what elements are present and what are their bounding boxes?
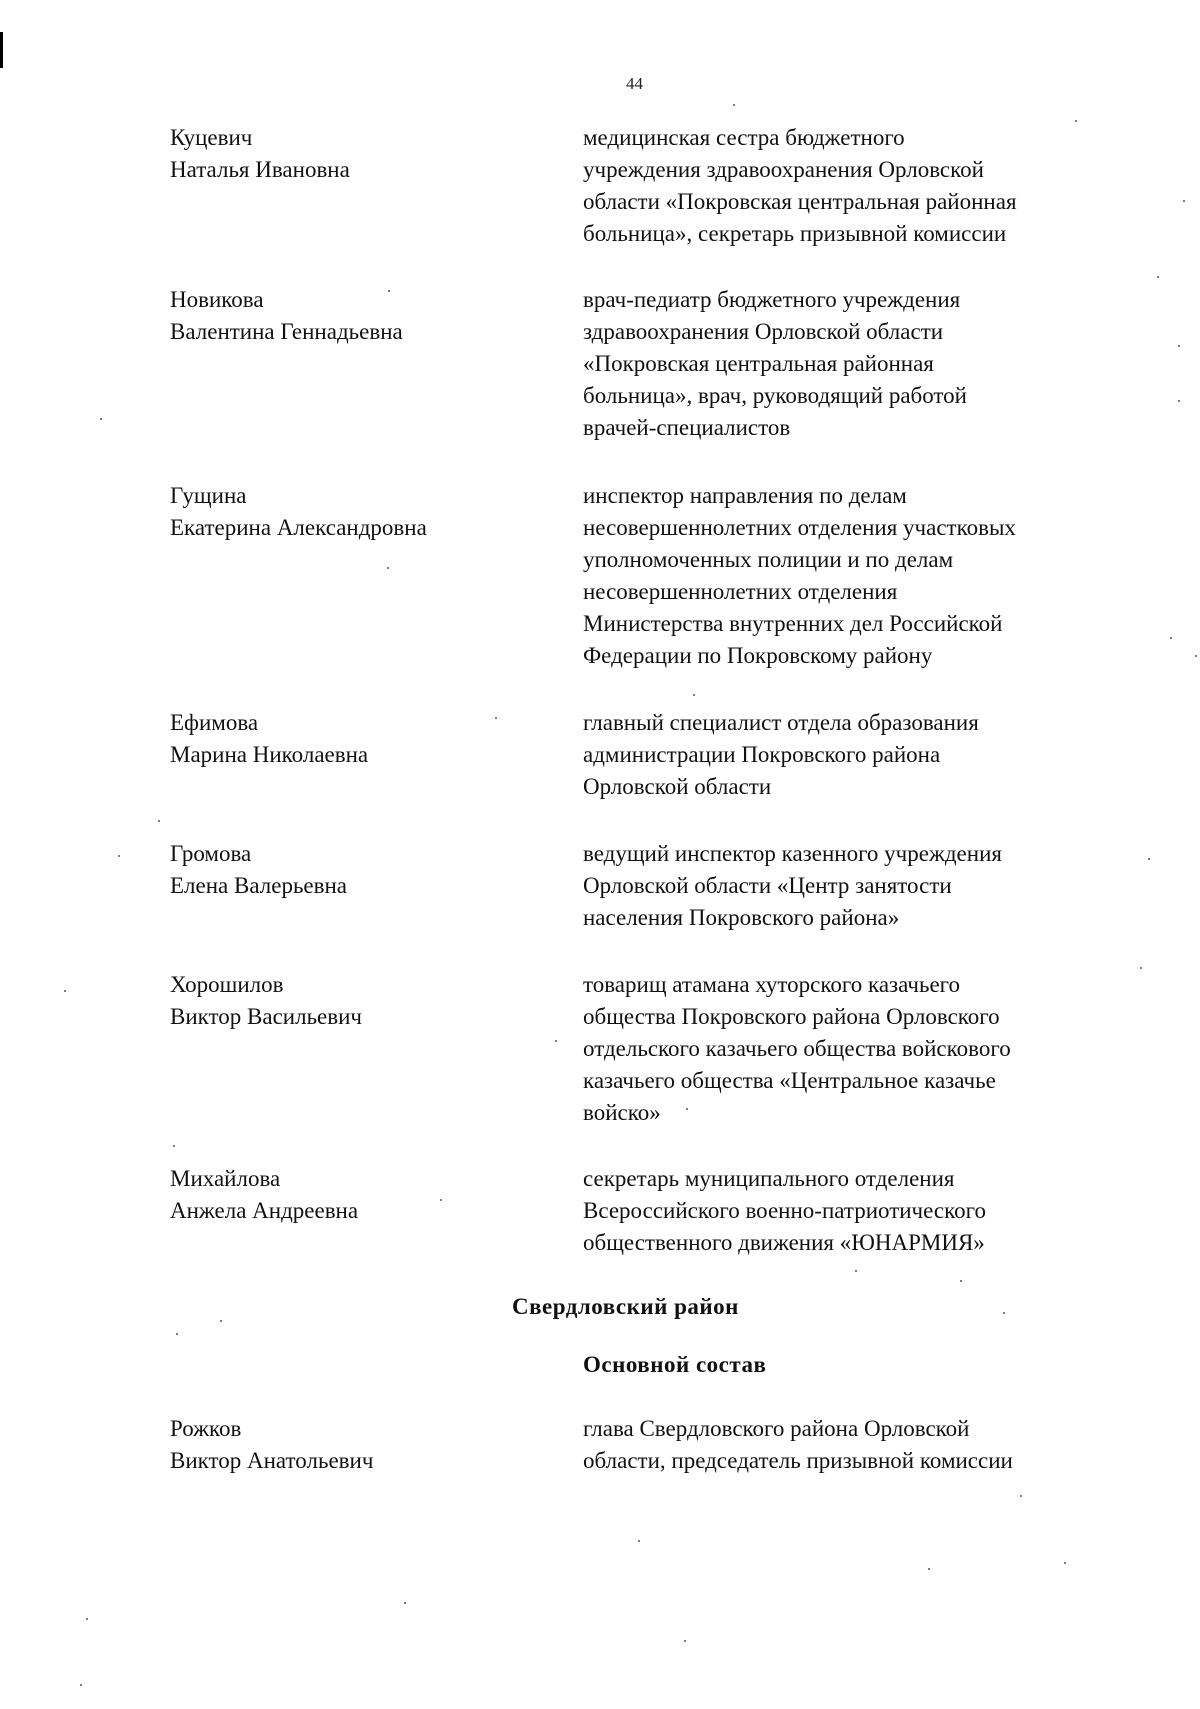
- role-line: инспектор направления по делам: [583, 483, 907, 508]
- scan-speck: [1064, 1562, 1066, 1564]
- member-surname: Громова: [170, 841, 252, 866]
- scan-speck: [855, 1270, 857, 1272]
- member-role: [583, 969, 1123, 1129]
- role-line: общественного движения «ЮНАРМИЯ»: [583, 1230, 985, 1255]
- role-line: глава Свердловского района Орловской: [583, 1416, 970, 1441]
- member-name: [170, 284, 550, 348]
- scan-speck: [638, 1540, 640, 1542]
- scan-speck: [960, 1280, 962, 1282]
- scan-speck: [440, 1199, 442, 1201]
- member-given-names: Виктор Васильевич: [170, 1004, 362, 1029]
- role-line: администрации Покровского района: [583, 742, 941, 767]
- role-line: учреждения здравоохранения Орловской: [583, 157, 984, 182]
- role-line: врачей-специалистов: [583, 415, 791, 440]
- member-given-names: Валентина Геннадьевна: [170, 319, 403, 344]
- member-role: [583, 1413, 1123, 1477]
- role-line: товарищ атамана хуторского казачьего: [583, 972, 961, 997]
- scan-speck: [100, 418, 102, 420]
- scan-speck: [1195, 655, 1197, 657]
- role-line: казачьего общества «Центральное казачье: [583, 1068, 996, 1093]
- scan-speck: [1140, 967, 1142, 969]
- member-role: [583, 284, 1123, 444]
- member-given-names: Наталья Ивановна: [170, 157, 350, 182]
- scan-speck: [158, 820, 160, 822]
- scan-speck: [80, 1684, 82, 1686]
- role-line: уполномоченных полиции и по делам: [583, 547, 954, 572]
- role-line: Федерации по Покровскому району: [583, 643, 933, 668]
- member-role: [583, 1163, 1123, 1259]
- scan-speck: [1183, 200, 1185, 202]
- role-line: больница», врач, руководящий работой: [583, 383, 967, 408]
- scan-speck: [1020, 1495, 1022, 1497]
- scan-speck: [173, 1145, 175, 1147]
- role-line: Всероссийского военно-патриотического: [583, 1198, 986, 1223]
- member-surname: Рожков: [170, 1416, 242, 1441]
- scan-speck: [1157, 276, 1159, 278]
- scan-speck: [555, 1040, 557, 1042]
- member-given-names: Виктор Анатольевич: [170, 1448, 374, 1473]
- scan-speck: [1178, 400, 1180, 402]
- role-line: несовершеннолетних отделения участковых: [583, 515, 1016, 540]
- district-heading: Свердловский район: [512, 1294, 739, 1319]
- role-line: Орловской области: [583, 774, 772, 799]
- scan-speck: [176, 1333, 178, 1335]
- role-line: отдельского казачьего общества войскового: [583, 1036, 1011, 1061]
- member-role: [583, 480, 1123, 672]
- scan-speck: [684, 1640, 686, 1642]
- member-name: [170, 969, 550, 1033]
- member-given-names: Елена Валерьевна: [170, 873, 348, 898]
- member-role: [583, 707, 1123, 803]
- scan-speck: [387, 567, 389, 569]
- member-role: [583, 838, 1123, 934]
- role-line: больница», секретарь призывной комиссии: [583, 221, 1007, 246]
- scan-speck: [1178, 345, 1180, 347]
- role-line: несовершеннолетних отделения: [583, 579, 898, 604]
- scan-speck: [1003, 1312, 1005, 1314]
- page-number: 44: [626, 74, 643, 93]
- scan-speck: [495, 717, 497, 719]
- member-surname: Ефимова: [170, 710, 259, 735]
- role-line: ведущий инспектор казенного учреждения: [583, 841, 1002, 866]
- member-name: [170, 838, 550, 902]
- scan-speck: [388, 290, 390, 292]
- scan-speck: [86, 1618, 88, 1620]
- scan-speck: [64, 990, 66, 992]
- role-line: общества Покровского района Орловского: [583, 1004, 1000, 1029]
- composition-heading: Основной состав: [583, 1352, 767, 1377]
- role-line: врач-педиатр бюджетного учреждения: [583, 287, 961, 312]
- member-surname: Куцевич: [170, 125, 253, 150]
- member-given-names: Екатерина Александровна: [170, 515, 427, 540]
- member-surname: Новикова: [170, 287, 264, 312]
- role-line: области «Покровская центральная районная: [583, 189, 1017, 214]
- role-line: области, председатель призывной комиссии: [583, 1448, 1013, 1473]
- scan-speck: [118, 855, 120, 857]
- role-line: войско»: [583, 1100, 661, 1125]
- role-line: «Покровская центральная районная: [583, 351, 934, 376]
- member-name: [170, 122, 550, 186]
- scan-speck: [693, 694, 695, 696]
- member-surname: Гущина: [170, 483, 247, 508]
- member-given-names: Марина Николаевна: [170, 742, 369, 767]
- role-line: секретарь муниципального отделения: [583, 1166, 955, 1191]
- scan-speck: [1170, 637, 1172, 639]
- member-surname: Хорошилов: [170, 972, 284, 997]
- member-name: [170, 1413, 550, 1477]
- role-line: Орловской области «Центр занятости: [583, 873, 952, 898]
- member-surname: Михайлова: [170, 1166, 281, 1191]
- scan-speck: [928, 1568, 930, 1570]
- role-line: населения Покровского района»: [583, 905, 900, 930]
- member-given-names: Анжела Андреевна: [170, 1198, 359, 1223]
- member-role: [583, 122, 1123, 250]
- scan-speck: [220, 1320, 222, 1322]
- scan-speck: [733, 104, 735, 106]
- role-line: здравоохранения Орловской области: [583, 319, 944, 344]
- member-name: [170, 707, 550, 771]
- role-line: медицинская сестра бюджетного: [583, 125, 905, 150]
- scan-speck: [1075, 120, 1077, 122]
- scan-speck: [1148, 858, 1150, 860]
- scan-edge-mark: [0, 32, 3, 68]
- role-line: Министерства внутренних дел Российской: [583, 611, 1003, 636]
- member-name: [170, 480, 550, 544]
- role-line: главный специалист отдела образования: [583, 710, 979, 735]
- scan-speck: [404, 1602, 406, 1604]
- scan-speck: [686, 1108, 688, 1110]
- member-name: [170, 1163, 550, 1227]
